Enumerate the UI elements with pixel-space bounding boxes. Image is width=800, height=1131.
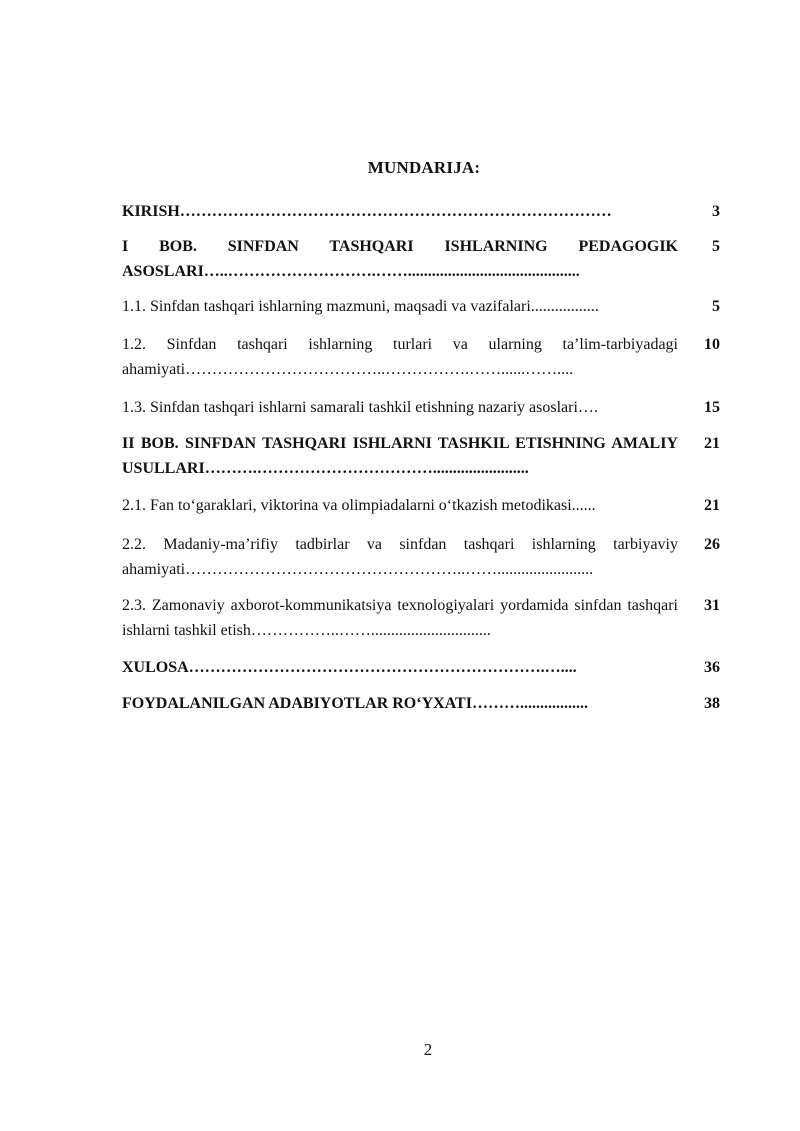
toc-entry-page: 15 (704, 399, 720, 416)
toc-entry-page: 38 (704, 695, 720, 712)
toc-entry-text: KIRISH……………………………………………………………………… (122, 203, 612, 220)
toc-entry-text: 1.1. Sinfdan tashqari ishlarning mazmuni, maqsadi va vazifalari................. (122, 298, 599, 315)
toc-entry-text: 2.1. Fan to‘garaklari, viktorina va olimpiadalarni o‘tkazish metodikasi...... (122, 497, 596, 514)
toc-entry-text: 2.2. Madaniy-ma’rifiy tadbirlar va sinfdan tashqari ishlarning tarbiyaviy ahamiyati……………………………………………..……........................ (122, 536, 678, 578)
toc-entry-section-2-2 (122, 532, 722, 582)
toc-entry-page: 36 (704, 659, 720, 676)
toc-entry-chapter-1 (122, 234, 722, 284)
toc-entry-page: 3 (712, 203, 720, 220)
toc-entry-text: I BOB. SINFDAN TASHQARI ISHLARNING PEDAGOGIK ASOSLARI…..……………………….……........................................... (122, 238, 678, 280)
toc-entry-page: 31 (704, 597, 720, 614)
page-number: 2 (423, 1040, 433, 1059)
toc-entry-section-2-1 (122, 493, 722, 518)
toc-entry-text: 1.3. Sinfdan tashqari ishlarni samarali tashkil etishning nazariy asoslari…. (122, 399, 598, 416)
toc-entry-xulosa (122, 655, 722, 680)
toc-entry-page: 5 (712, 298, 720, 315)
toc-entry-page: 5 (712, 238, 720, 255)
toc-entry-page: 21 (704, 435, 720, 452)
toc-entry-section-1-2 (122, 332, 722, 382)
toc-entry-section-2-3 (122, 593, 722, 643)
page-title: MUNDARIJA: (367, 158, 481, 177)
toc-entry-text: FOYDALANILGAN ADABIYOTLAR RO‘YXATI………................. (122, 695, 588, 712)
toc-entry-text: XULOSA………………………………………………………….….... (122, 659, 577, 676)
toc-entry-kirish (122, 199, 722, 224)
toc-entry-page: 10 (704, 336, 720, 353)
toc-entry-page: 26 (704, 536, 720, 553)
toc-entry-section-1-3 (122, 395, 722, 420)
toc-entry-chapter-2 (122, 431, 722, 481)
toc-entry-text: 1.2. Sinfdan tashqari ishlarning turlari va ularning ta’lim-tarbiyadagi ahamiyati………………………………..…………….……......…….... (122, 336, 678, 378)
toc-entry-page: 21 (704, 497, 720, 514)
toc-entry-text: 2.3. Zamonaviy axborot-kommunikatsiya texnologiyalari yordamida sinfdan tashqari ishlarni tashkil etish……………..…….............................. (122, 597, 678, 639)
toc-entry-text: II BOB. SINFDAN TASHQARI ISHLARNI TASHKIL ETISHNING AMALIY USULLARI……….……………………………........................ (122, 435, 678, 477)
toc-entry-references (122, 691, 722, 716)
toc-entry-section-1-1 (122, 294, 722, 319)
